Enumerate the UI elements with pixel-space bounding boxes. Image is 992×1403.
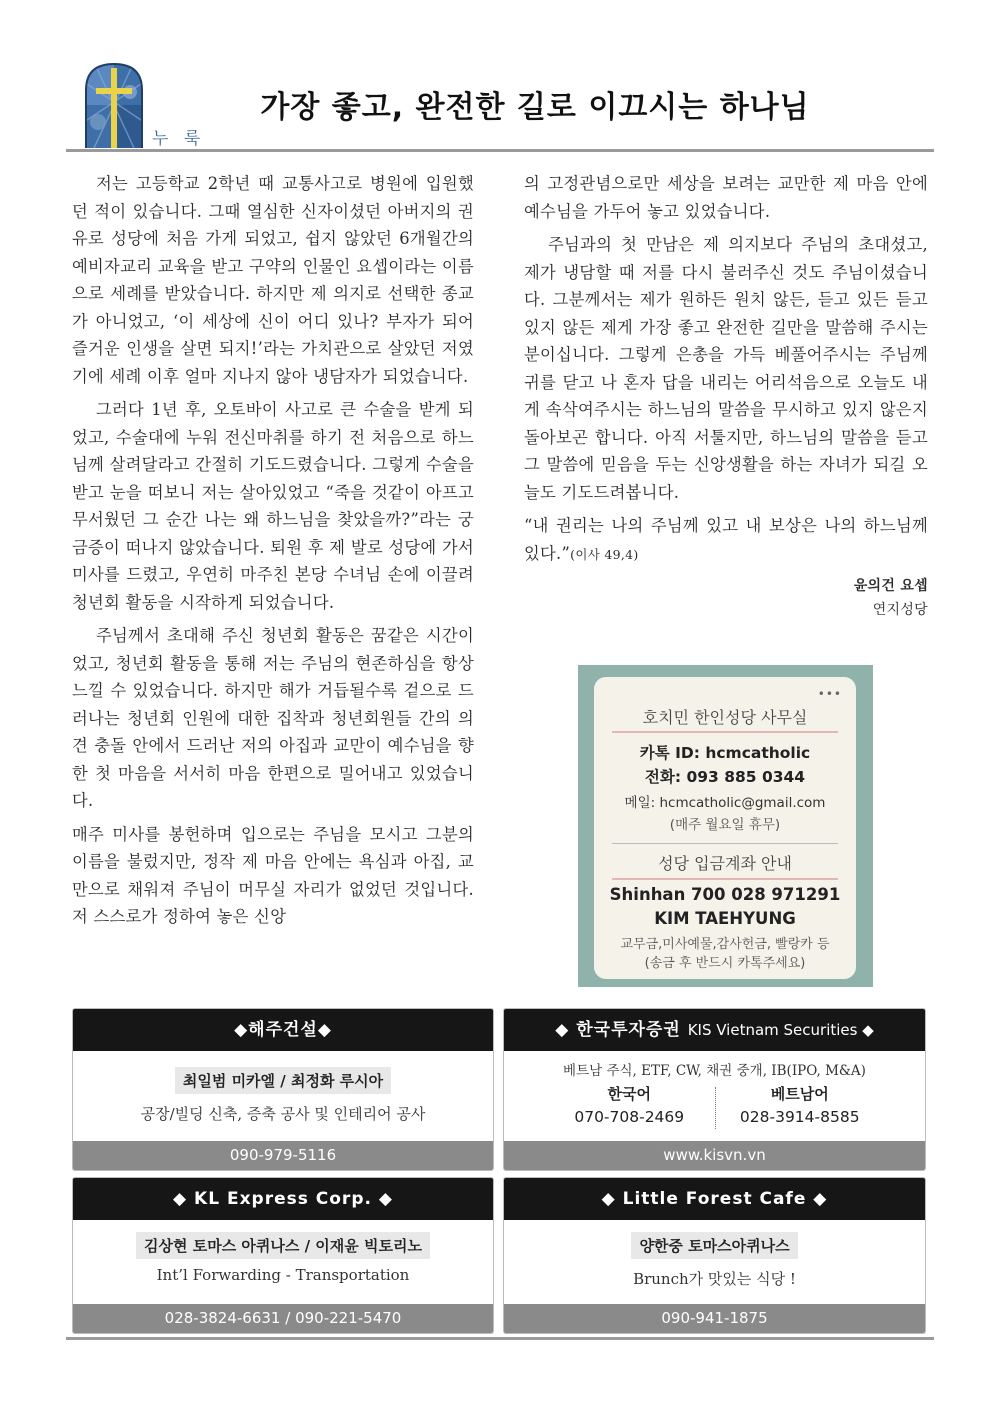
- ad-title: ◆해주건설◆: [73, 1009, 493, 1051]
- account-holder: KIM TAEHYUNG: [654, 909, 796, 928]
- korean-contact: [544, 1083, 715, 1126]
- ad-people: 최일범 미카엘 / 최정화 루시아: [175, 1067, 391, 1094]
- ad-website: www.kisvn.vn: [504, 1141, 925, 1170]
- ad-title: [504, 1009, 925, 1051]
- ad-haeju-construction: [72, 1008, 494, 1171]
- office-phone: 전화: 093 885 0344: [644, 768, 806, 786]
- donation-types: 교무금,미사예물,감사헌금, 빨랑카 등: [620, 937, 830, 952]
- author-name: 윤의건 요셉: [853, 578, 928, 594]
- ad-title: ◆ KL Express Corp. ◆: [73, 1178, 493, 1220]
- section-tag: 누 룩: [152, 129, 206, 149]
- ad-people-row: [73, 1067, 493, 1094]
- page-header: [66, 60, 934, 152]
- account-number: Shinhan 700 028 971291: [609, 885, 841, 904]
- office-email: 메일: hcmcatholic@gmail.com: [624, 795, 826, 811]
- contact-columns: [544, 1083, 885, 1133]
- ad-people-row: [73, 1232, 493, 1259]
- author-parish: 연지성당: [872, 602, 928, 618]
- korean-phone: 070-708-2469: [574, 1108, 685, 1126]
- article-paragraph: 주님과의 첫 만남은 제 의지보다 주님의 초대셨고, 제가 냉담할 때 저를 다시 불러주신 것도 주님이셨습니다. 그분께서는 제가 원하든 원치 않든, 듣고 있든 듣고 있지 않든 제게 가장 좋고 완전한 길만을 말씀해 주시는 분이십니다. 그렇게 은총을 가득 베풀어주시는 주님께 귀를 닫고 나 혼자 답을 내리는 어리석음으로 오늘도 내게 속삭여주시는 하느님의 말씀을 무시하고 있지 않은지 돌아보곤 합니다. 아직 서툴지만, 하느님의 말씀을 듣고 그 말씀에 믿음을 두는 신앙생활을 하는 자녀가 되길 오늘도 기도드려봅니다.: [524, 235, 928, 502]
- office-closed-note: (매주 월요일 휴무): [669, 817, 781, 833]
- ad-title-ko: ◆ 한국투자증권: [555, 1020, 681, 1040]
- office-info-panel: [594, 677, 856, 979]
- account-title: 성당 입금계좌 안내: [658, 854, 792, 873]
- ad-people-row: [504, 1232, 925, 1259]
- ad-little-forest-cafe: [503, 1177, 926, 1334]
- ad-title-en: KIS Vietnam Securities ◆: [687, 1021, 874, 1039]
- more-dots-icon: •••: [817, 687, 842, 701]
- ad-description: 베트남 주식, ETF, CW, 채권 중개, IB(IPO, M&A): [563, 1063, 866, 1079]
- ad-title: ◆ Little Forest Cafe ◆: [504, 1178, 925, 1220]
- vietnamese-label: 베트남어: [770, 1085, 829, 1103]
- ad-description: 공장/빌딩 신축, 증축 공사 및 인테리어 공사: [140, 1105, 426, 1123]
- page-title: 가장 좋고, 완전한 길로 이끄시는 하나님: [260, 90, 810, 125]
- quote-reference: (이사 49,4): [570, 546, 639, 562]
- quote-text: “내 권리는 나의 주님께 있고 내 보상은 나의 하느님께 있다.”: [524, 516, 928, 563]
- ad-kis-securities: [503, 1008, 926, 1171]
- ad-description: Int’l Forwarding - Transportation: [156, 1266, 410, 1284]
- author-block: [524, 574, 928, 622]
- divider: [612, 731, 838, 733]
- ad-phone: 090-941-1875: [504, 1304, 925, 1333]
- article-left-column: [72, 170, 474, 937]
- ad-kl-express: [72, 1177, 494, 1334]
- article-paragraph: 주님께서 초대해 주신 청년회 활동은 꿈같은 시간이었고, 청년회 활동을 통해 저는 주님의 현존하심을 항상 느낄 수 있었습니다. 하지만 해가 거듭될수록 겉으로 드러나는 청년회 인원에 대한 집착과 청년회원들 간의 의견 충돌 안에서 드러난 저의 아집과 교만이 예수님을 향한 첫 마음을 서서히 마음 한편으로 밀어내고 있었습니다.: [72, 626, 474, 810]
- article-right-column: [524, 170, 928, 622]
- vietnamese-phone: 028-3914-8585: [739, 1108, 860, 1126]
- header-divider: [66, 149, 934, 152]
- ad-phone: 090-979-5116: [73, 1141, 493, 1170]
- divider: [612, 843, 838, 844]
- donation-note: (송금 후 반드시 카톡주세요): [644, 956, 806, 971]
- divider: [612, 878, 838, 880]
- ad-description: Brunch가 맛있는 식당 !: [633, 1270, 796, 1288]
- office-title: 호치민 한인성당 사무실: [642, 708, 808, 727]
- article-paragraph: 매주 미사를 봉헌하며 입으로는 주님을 모시고 그분의 이름을 불렀지만, 정작 제 마음 안에는 욕심과 아집, 교만으로 채워져 주님이 머무실 자리가 없었던 것입니다. 저 스스로가 정하여 놓은 신앙: [72, 824, 474, 926]
- ad-phone: 028-3824-6631 / 090-221-5470: [73, 1304, 493, 1333]
- ad-people: 김상현 토마스 아퀴나스 / 이재윤 빅토리노: [136, 1232, 430, 1259]
- footer-divider: [66, 1337, 934, 1340]
- article-paragraph: 그러다 1년 후, 오토바이 사고로 큰 수술을 받게 되었고, 수술대에 누워 전신마취를 하기 전 처음으로 하느님께 살려달라고 간절히 기도드렸습니다. 그렇게 수술을 받고 눈을 떠보니 저는 살아있었고 “죽을 것같이 아프고 무서웠던 그 순간 나는 왜 하느님을 찾았을까?”라는 궁금증이 떠나지 않았습니다. 퇴원 후 제 발로 성당에 가서 미사를 드렸고, 우연히 마주친 본당 수녀님 손에 이끌려 청년회 활동을 시작하게 되었습니다.: [72, 400, 474, 612]
- korean-label: 한국어: [607, 1085, 651, 1103]
- scripture-quote: [524, 512, 928, 568]
- vietnamese-contact: [715, 1083, 886, 1126]
- office-kakao: 카톡 ID: hcmcatholic: [639, 744, 811, 762]
- ad-people: 양한중 토마스아퀴나스: [631, 1232, 797, 1259]
- article-paragraph: 저는 고등학교 2학년 때 교통사고로 병원에 입원했던 적이 있습니다. 그때 열심한 신자이셨던 아버지의 권유로 성당에 처음 가게 되었고, 쉽지 않았던 6개월간의 예비자교리 교육을 받고 구약의 인물인 요셉이라는 이름으로 세례를 받았습니다. 하지만 제 의지로 선택한 종교가 아니었고, ‘이 세상에 신이 어디 있나? 부자가 되어 즐거운 인생을 살면 되지!’라는 가치관으로 살았던 저였기에 세례 이후 얼마 지나지 않아 냉담자가 되었습니다.: [72, 174, 474, 386]
- office-info-card: [578, 665, 873, 987]
- article-paragraph: 의 고정관념으로만 세상을 보려는 교만한 제 마음 안에 예수님을 가두어 놓고 있었습니다.: [524, 174, 928, 221]
